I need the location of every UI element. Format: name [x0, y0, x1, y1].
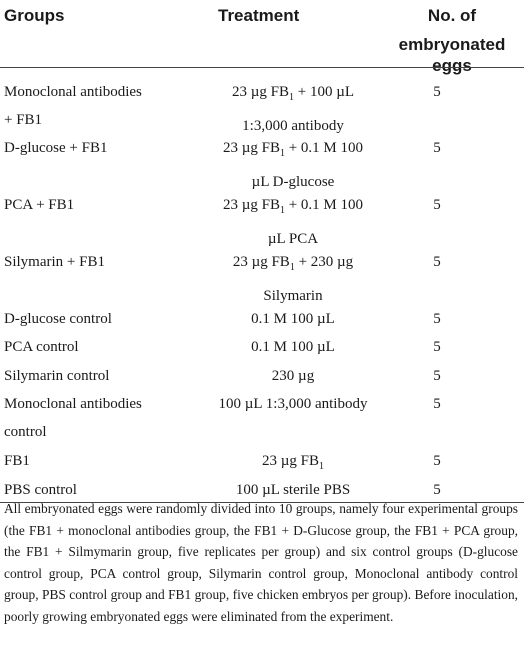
table-row-1-eggs: 5 [433, 84, 441, 100]
table-row-10-eggs: 5 [433, 482, 441, 498]
table-row-3-treatment: 23 µg $FB_1 + 0.1$ M 100 µL PCA [222, 197, 364, 247]
table-row-8-group: Monoclonal antibodies control [4, 396, 142, 440]
header-rule [0, 67, 524, 68]
table-row-10-treatment: 100 µL sterile PBS [235, 482, 351, 498]
table-row-6-eggs: 5 [433, 339, 441, 355]
header-treatment: Treatment [218, 6, 300, 25]
table-row-6-treatment: 0.1 M 100 µL [251, 339, 335, 355]
table-row-9-group: FB1 [4, 453, 30, 469]
table-footnote: All embryonated eggs were randomly divided into 10 groups, namely four experimental groups (the FB1 + monoclonal antibodies group, the FB1 + D-Glucose group, the FB1 + PCA group, the FB1 + Silmymarin group, five replicates per group) and six control groups (D-glucose control group, PCA control group, Silymarin control group, Monoclonal antibody control group, PBS control group and FB1 group, five chicken embryos per group). Before inoculation, poorly growing embryonated eggs were eliminated from the experiment. [4, 501, 518, 624]
table-row-2-group: D-glucose + FB1 [4, 140, 108, 156]
table-row-9-eggs: 5 [433, 453, 441, 469]
table-row-1-group: Monoclonal antibodies + FB1 [4, 84, 142, 128]
table-row-7-eggs: 5 [433, 368, 441, 384]
table-row-4-treatment: 23 µg $FB_1 + 230$ µg Silymarin [232, 254, 354, 304]
table-row-1-treatment: 23 µg $FB_1 + 100$ µL 1:3,000 antibody [231, 84, 354, 134]
table-row-5-treatment: 0.1 M 100 µL [251, 311, 335, 327]
table-row-9-treatment: 23 µg $FB_1$ [262, 453, 324, 472]
header-groups: Groups [4, 6, 65, 25]
table-row-3-eggs: 5 [433, 197, 441, 213]
table-row-8-eggs: 5 [433, 396, 441, 412]
table-row-6-group: PCA control [4, 339, 79, 355]
table-row-8-treatment: 100 µL 1:3,000 antibody [218, 396, 368, 412]
table-row-7-group: Silymarin control [4, 368, 110, 384]
table-row-7-treatment: 230 µg [271, 368, 315, 384]
table-row-4-eggs: 5 [433, 254, 441, 270]
table-row-2-eggs: 5 [433, 140, 441, 156]
header-eggs-line2: embryonated eggs [398, 35, 506, 75]
table-row-5-eggs: 5 [433, 311, 441, 327]
table-row-2-treatment: 23 µg $FB_1 + 0.1$ M 100 µL D-glucose [222, 140, 364, 190]
table-row-5-group: D-glucose control [4, 311, 112, 327]
table-row-4-group: Silymarin + FB1 [4, 254, 105, 270]
header-eggs-line1: No. of [427, 6, 477, 25]
table-row-10-group: PBS control [4, 482, 77, 498]
table-row-3-group: PCA + FB1 [4, 197, 75, 213]
